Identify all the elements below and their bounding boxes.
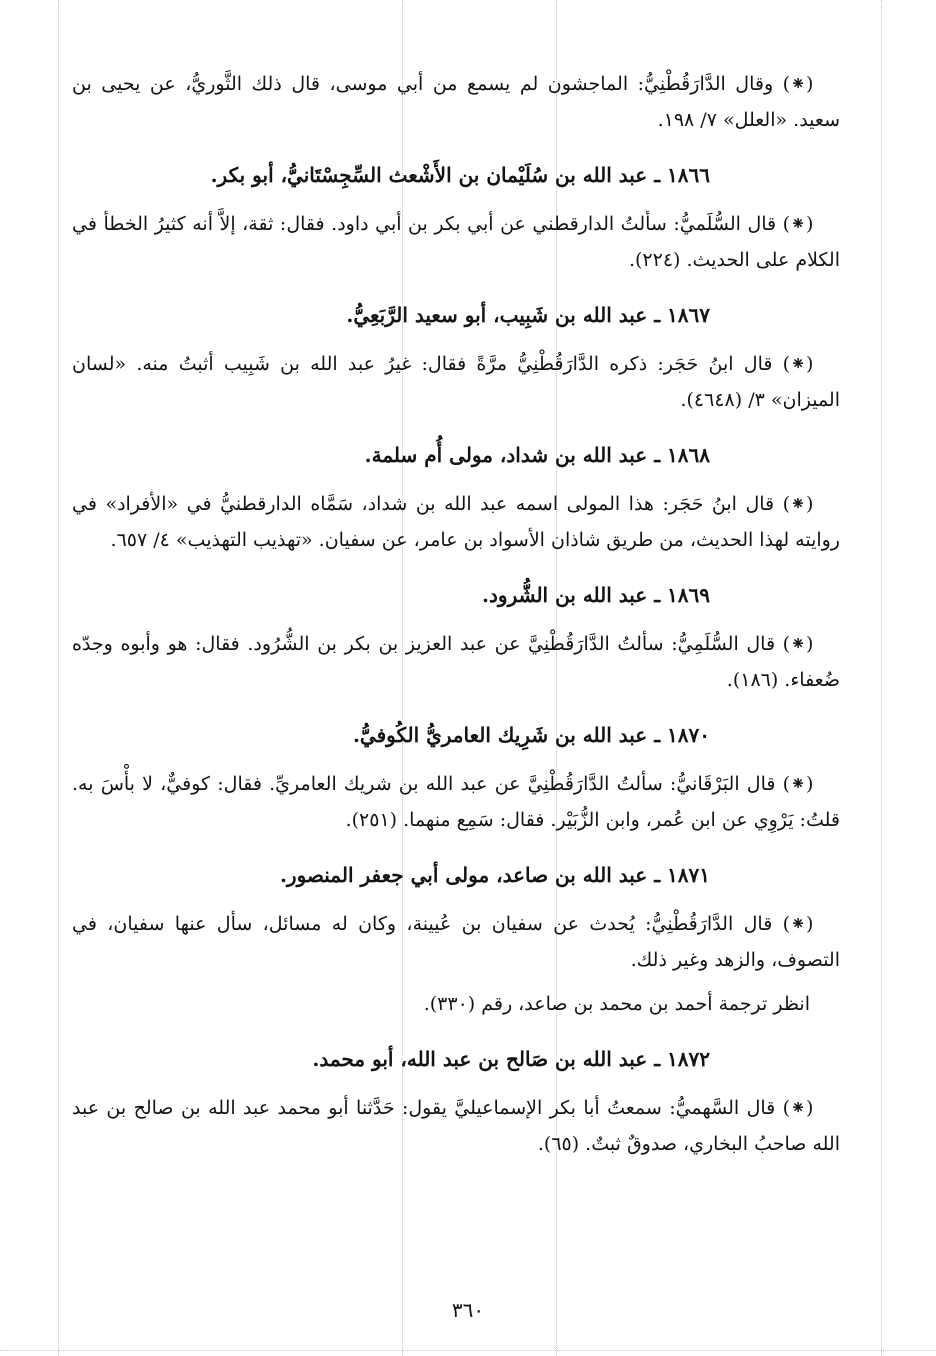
paragraph: (⁕) قال الدَّارَقُطْنِيُّ: يُحدث عن سفيان بن عُيينة، وكان له مسائل، سأل عنها سفيان، في التصوف، والزهد وغير ذلك. bbox=[72, 913, 840, 971]
entry-heading: ١٨٧٢ ـ عبد الله بن صَالح بن عبد الله، أبو محمد. bbox=[312, 1047, 710, 1071]
paragraph: (⁕) وقال الدَّارَقُطْنِيُّ: الماجشون لم يسمع من أبي موسى، قال ذلك الثَّوريُّ، عن يحيى بن سعيد. «العلل» ٧/ ١٩٨. bbox=[72, 73, 840, 131]
paragraph: (⁕) قال السَّهميُّ: سمعتُ أبا بكر الإسماعيليَّ يقول: حَدَّثنا أبو محمد عبد الله بن صالح بن عبد الله صاحبُ البخاري، صدوقٌ ثبتٌ. (٦٥). bbox=[72, 1097, 840, 1155]
guide-line bbox=[0, 1350, 936, 1351]
cross-reference-note: انظر ترجمة أحمد بن محمد بن صاعد، رقم (٣٣٠). bbox=[423, 993, 810, 1015]
paragraph: (⁕) قال البَرْقَانيُّ: سألتُ الدَّارَقُطْنِيَّ عن عبد الله بن شريك العامريِّ. فقال: كوفيٌّ، لا بأْسَ به. قلتُ: يَرْوِي عن ابن عُمر، وابن الزُّبَيْر. فقال: سَمِع منهما. (٢٥١). bbox=[72, 773, 840, 831]
entry-heading: ١٨٦٩ ـ عبد الله بن الشُّرود. bbox=[482, 583, 710, 607]
paragraph: (⁕) قال ابنُ حَجَر: هذا المولى اسمه عبد الله بن شداد، سَمَّاه الدارقطنيُّ في «الأفراد» في روايته لهذا الحديث، من طريق شاذان الأسواد بن عامر، عن سفيان. «تهذيب التهذيب» ٤/ ٦٥٧. bbox=[72, 493, 840, 551]
paragraph: (⁕) قال السُّلَمِيُّ: سألتُ الدَّارَقُطْنِيَّ عن عبد العزيز بن بكر بن الشُّرُود. فقال: هو وأبوه وجدّه ضُعفاء. (١٨٦). bbox=[72, 633, 840, 691]
entry-heading: ١٨٦٧ ـ عبد الله بن شَبِيب، أبو سعيد الرَّبَعِيُّ. bbox=[346, 303, 710, 327]
entry-heading: ١٨٦٨ ـ عبد الله بن شداد، مولى أُم سلمة. bbox=[364, 443, 710, 467]
paragraph: (⁕) قال ابنُ حَجَر: ذكره الدَّارَقُطْنِيُّ مرَّةً فقال: غيرُ عبد الله بن شَبِيب أثبتُ منه. «لسان الميزان» ٣/ (٤٦٤٨). bbox=[72, 353, 840, 411]
page-body bbox=[72, 66, 840, 1170]
paragraph: (⁕) قال السُّلَميُّ: سألتُ الدارقطني عن أبي بكر بن أبي داود. فقال: ثقة، إلاَّ أنه كثيرُ الخطأ في الكلام على الحديث. (٢٢٤). bbox=[72, 213, 840, 271]
entry-heading: ١٨٧١ ـ عبد الله بن صاعد، مولى أبي جعفر المنصور. bbox=[279, 863, 710, 887]
entry-heading: ١٨٧٠ ـ عبد الله بن شَرِيك العامريُّ الكُوفيُّ. bbox=[352, 723, 710, 747]
entry-heading: ١٨٦٦ ـ عبد الله بن سُلَيْمان بن الأَشْعث السِّجِسْتَانيُّ، أبو بكر. bbox=[210, 163, 710, 187]
guide-line bbox=[58, 0, 59, 1356]
guide-line bbox=[881, 0, 882, 1356]
page-number: ٣٦٠ bbox=[451, 1298, 485, 1322]
